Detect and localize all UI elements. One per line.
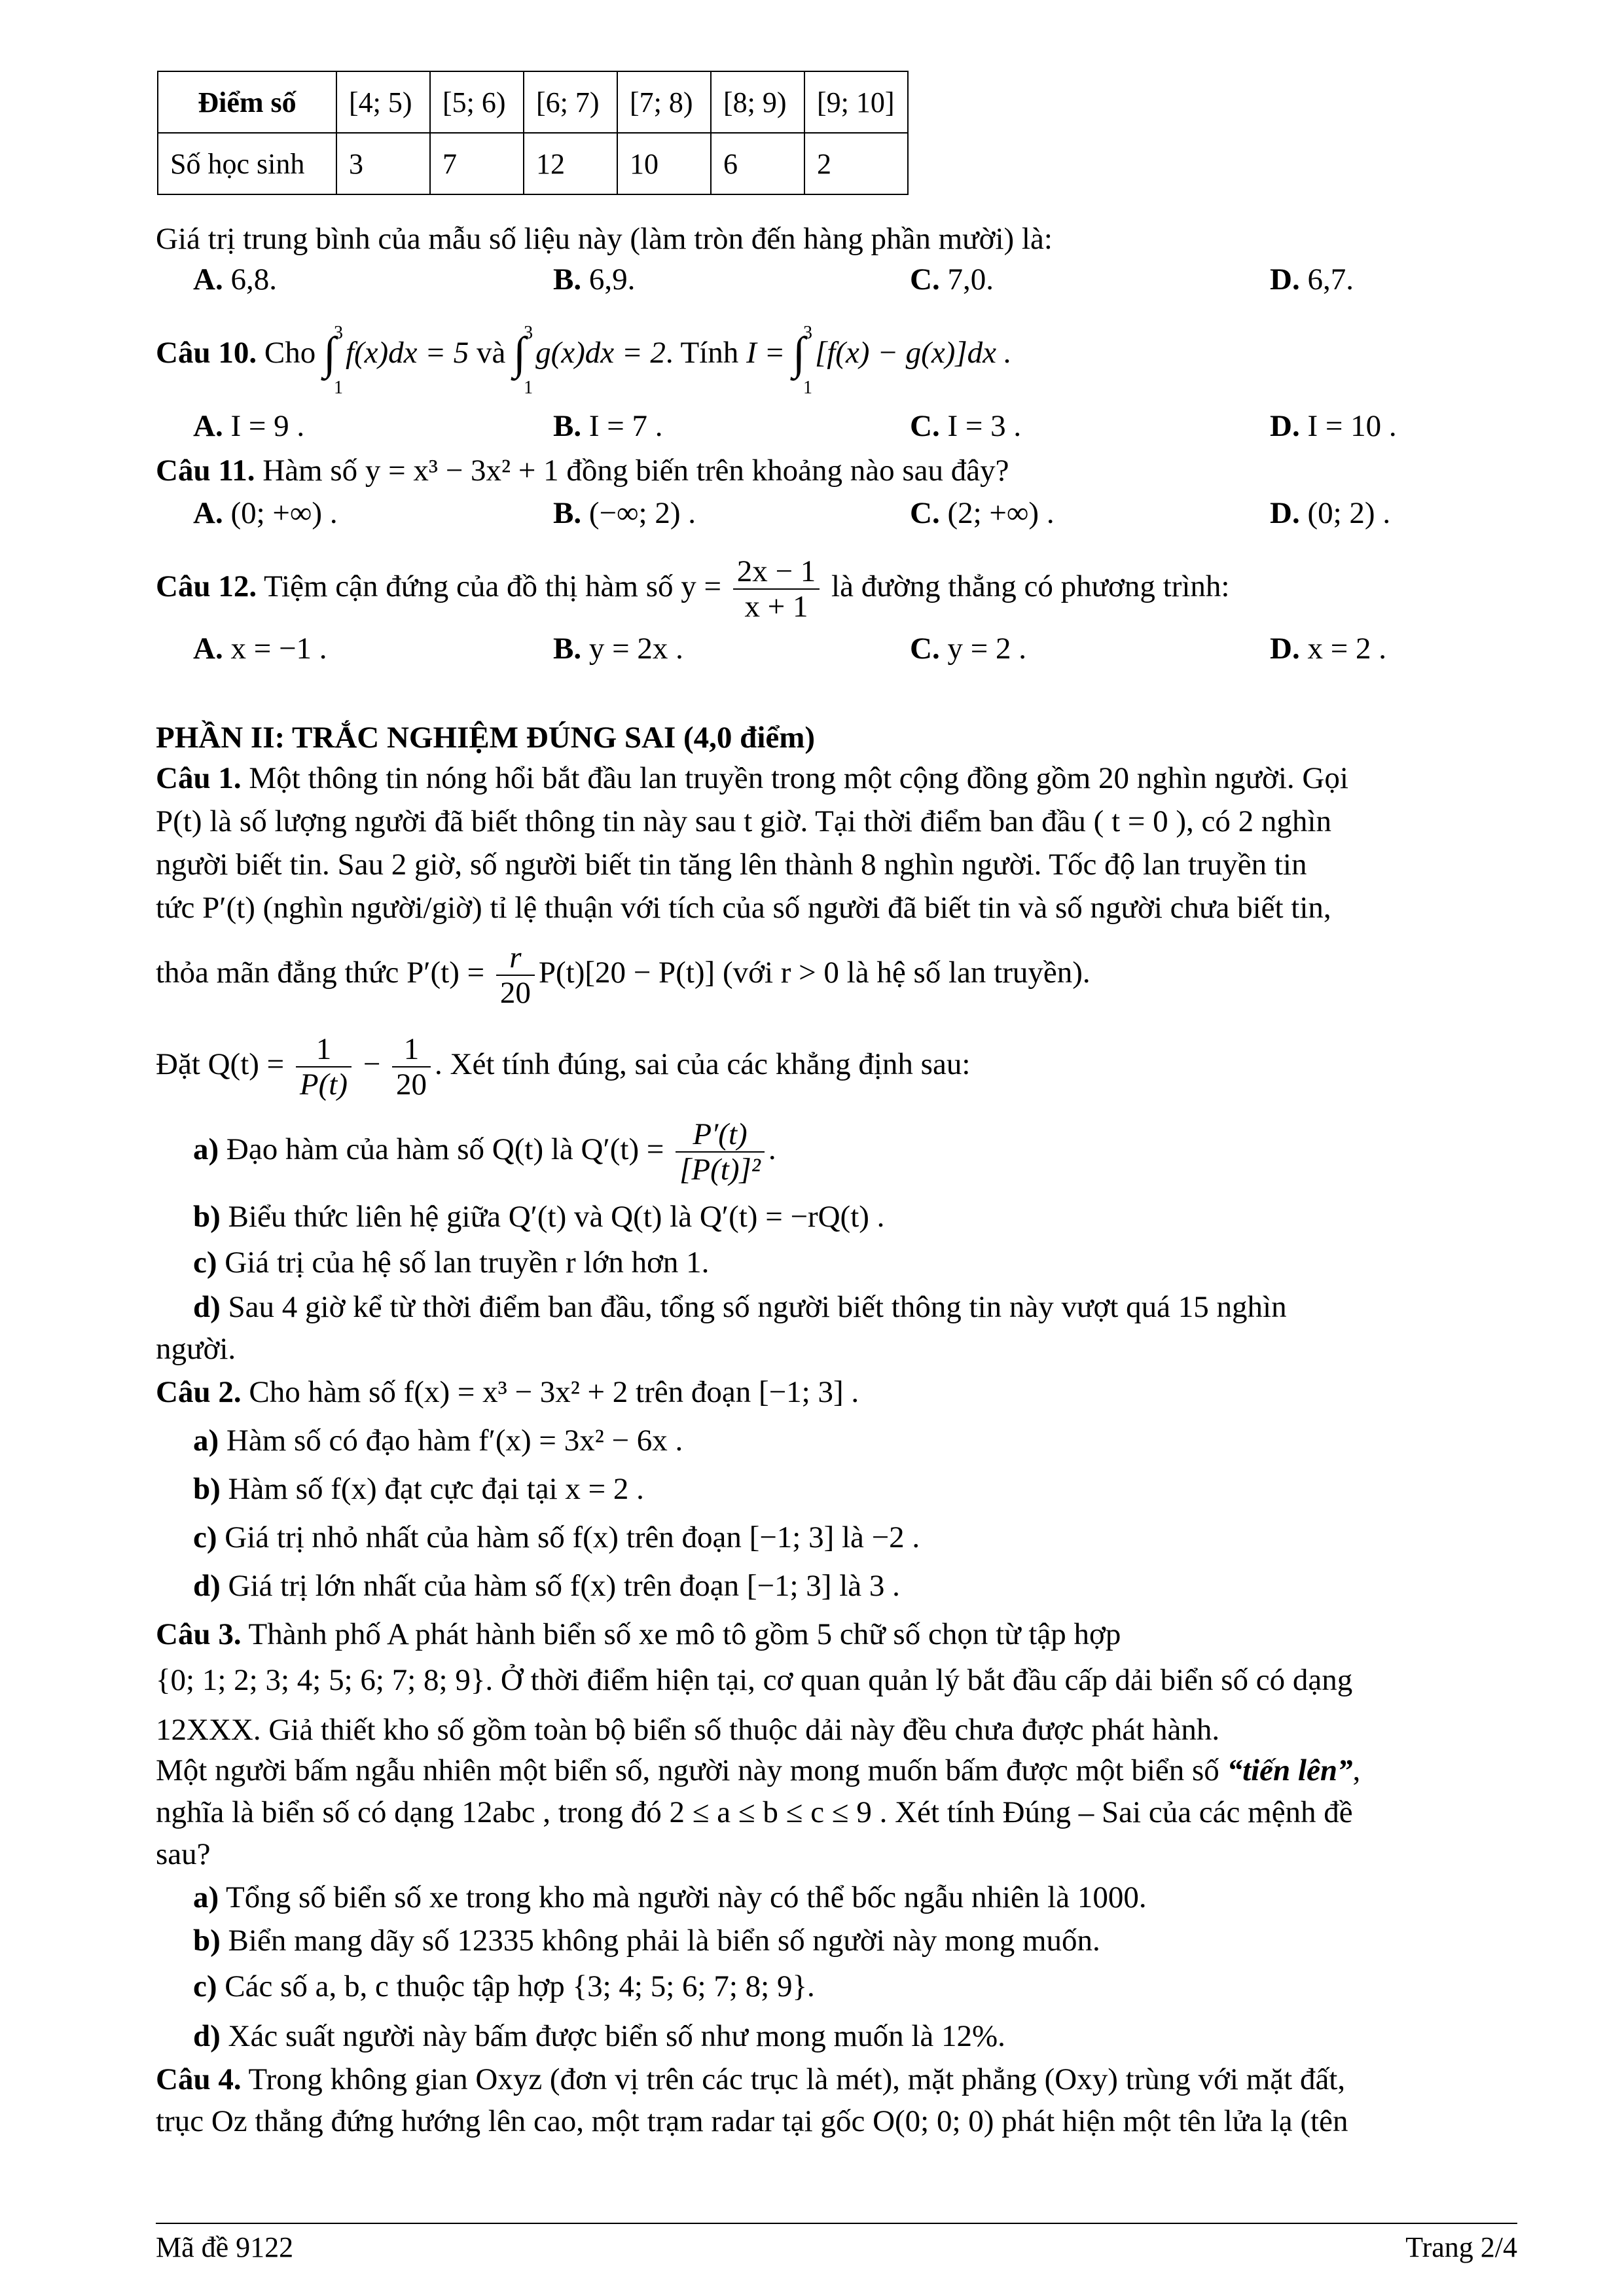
q12-option-b: B. y = 2x . xyxy=(553,632,683,666)
q12-option-c: C. y = 2 . xyxy=(910,632,1026,666)
part2-c1-line: người biết tin. Sau 2 giờ, số người biết tin tăng lên thành 8 nghìn người. Tốc độ lan truyền tin xyxy=(156,848,1307,882)
part2-c3-statement-d: d) Xác suất người này bấm được biển số như mong muốn là 12%. xyxy=(193,2019,1005,2053)
table-cell: [7; 8) xyxy=(617,71,711,133)
q11-option-c: C. (2; +∞) . xyxy=(910,496,1055,530)
table-row-label: Số học sinh xyxy=(158,133,336,194)
q12-option-a: A. x = −1 . xyxy=(193,632,327,666)
q11-option-a: A. (0; +∞) . xyxy=(193,496,338,530)
table-cell: 2 xyxy=(804,133,908,194)
part2-c2-statement-b: b) Hàm số f(x) đạt cực đại tại x = 2 . xyxy=(193,1472,644,1506)
table-cell: 3 xyxy=(336,133,430,194)
page-number: Trang 2/4 xyxy=(1405,2231,1517,2263)
part2-c3-line: Một người bấm ngẫu nhiên một biển số, người này mong muốn bấm được một biển số “tiến lên”, xyxy=(156,1753,1361,1787)
table-cell: 10 xyxy=(617,133,711,194)
q10-text: Cho xyxy=(257,336,323,370)
q10-option-b: B. I = 7 . xyxy=(553,409,663,443)
part2-c1-line: tức P′(t) (nghìn người/giờ) tỉ lệ thuận với tích của số người đã biết tin và số người chưa biết tin, xyxy=(156,891,1331,925)
part2-c3-line: nghĩa là biển số có dạng 12abc , trong đó 2 ≤ a ≤ b ≤ c ≤ 9 . Xét tính Đúng – Sai của các mệnh đề xyxy=(156,1795,1353,1829)
table-cell: [4; 5) xyxy=(336,71,430,133)
table-cell: 12 xyxy=(524,133,617,194)
part2-c1-statement-d: d) Sau 4 giờ kể từ thời điểm ban đầu, tổng số người biết thông tin này vượt quá 15 nghìn xyxy=(193,1290,1287,1324)
q11-text: Hàm số y = x³ − 3x² + 1 đồng biến trên khoảng nào sau đây? xyxy=(255,454,1009,488)
score-table xyxy=(157,71,909,195)
table-row xyxy=(158,71,908,133)
question-label: Câu 10. xyxy=(156,336,257,370)
part2-c1-statement-b: b) Biểu thức liên hệ giữa Q′(t) và Q(t) là Q′(t) = −rQ(t) . xyxy=(193,1200,885,1234)
part2-c3-line: {0; 1; 2; 3; 4; 5; 6; 7; 8; 9}. Ở thời điểm hiện tại, cơ quan quản lý bắt đầu cấp dải biển số có dạng xyxy=(156,1663,1353,1697)
q10-integral-f: f(x)dx = 5 xyxy=(345,336,469,370)
part2-c2-statement-c: c) Giá trị nhỏ nhất của hàm số f(x) trên đoạn [−1; 3] là −2 . xyxy=(193,1520,920,1554)
question-label: Câu 1. xyxy=(156,761,242,795)
q12-text-end: là đường thẳng có phương trình: xyxy=(823,569,1230,603)
q10-option-a: A. I = 9 . xyxy=(193,409,305,443)
fraction-dq: $\frac{P'(t)}{\text{[P(t)]²}}$ xyxy=(676,1117,765,1187)
table-cell: [6; 7) xyxy=(524,71,617,133)
q11-option-b: B. (−∞; 2) . xyxy=(553,496,696,530)
q12-option-d: D. x = 2 . xyxy=(1270,632,1386,666)
fraction-1-20: $\frac{1}{20}$ xyxy=(392,1032,431,1102)
part2-c3-statement-b: b) Biển mang dãy số 12335 không phải là biển số người này mong muốn. xyxy=(193,1924,1100,1958)
q10-and: và xyxy=(469,336,514,370)
q10-integral-i: I = xyxy=(746,336,793,370)
part2-c3-statement-c: c) Các số a, b, c thuộc tập hợp {3; 4; 5; 6; 7; 8; 9}. xyxy=(193,1969,815,2003)
q12-text: Tiệm cận đứng của đồ thị hàm số y = xyxy=(257,569,729,603)
exam-code: Mã đề 9122 xyxy=(156,2231,294,2263)
q9-option-d: D. 6,7. xyxy=(1270,262,1354,296)
q9-option-c: C. 7,0. xyxy=(910,262,994,296)
q12-question xyxy=(156,550,1229,624)
footer-divider xyxy=(156,2223,1517,2224)
part2-c4-line: Câu 4. Trong không gian Oxyz (đơn vị trên các trục là mét), mặt phẳng (Oxy) trùng với mặt đất, xyxy=(156,2062,1346,2096)
question-label: Câu 3. xyxy=(156,1617,242,1651)
q10-option-c: C. I = 3 . xyxy=(910,409,1022,443)
integral-sign-icon: ∫ 3 1 xyxy=(513,323,533,399)
q11-option-d: D. (0; 2) . xyxy=(1270,496,1391,530)
part2-title: PHẦN II: TRẮC NGHIỆM ĐÚNG SAI (4,0 điểm) xyxy=(156,721,816,755)
part2-c1-statement-d-cont: người. xyxy=(156,1332,236,1366)
question-label: Câu 2. xyxy=(156,1375,242,1409)
question-label: Câu 4. xyxy=(156,2062,242,2096)
part2-c2-line: Câu 2. Cho hàm số f(x) = x³ − 3x² + 2 trên đoạn [−1; 3] . xyxy=(156,1375,859,1409)
part2-c1-line: P(t) là số lượng người đã biết thông tin này sau t giờ. Tại thời điểm ban đầu ( t = 0 ), có 2 nghìn xyxy=(156,804,1331,838)
q10-integral-g: g(x)dx = 2 xyxy=(535,336,666,370)
table-cell: 7 xyxy=(430,133,524,194)
question-label: Câu 12. xyxy=(156,569,257,603)
q10-compute: . Tính xyxy=(665,336,747,370)
part2-c3-line: sau? xyxy=(156,1837,211,1871)
q12-fraction: $\frac{2x - 1}{x + 1}$ xyxy=(733,554,820,624)
q9-text: Giá trị trung bình của mẫu số liệu này (làm tròn đến hàng phần mười) là: xyxy=(156,222,1053,256)
table-cell: [8; 9) xyxy=(711,71,804,133)
part2-c3-statement-a: a) Tổng số biển số xe trong kho mà người này có thể bốc ngẫu nhiên là 1000. xyxy=(193,1880,1147,1914)
part2-c2-statement-a: a) Hàm số có đạo hàm f′(x) = 3x² − 6x . xyxy=(193,1424,683,1458)
part2-c1-statement-c: c) Giá trị của hệ số lan truyền r lớn hơn 1. xyxy=(193,1246,710,1280)
part2-c1-statement-a: a) Đạo hàm của hàm số Q(t) là Q′(t) = $\frac{P'(t)}{\text{[P(t)]²}}$ . xyxy=(193,1117,776,1187)
fraction-r-20: $\frac{r}{20}$ xyxy=(496,941,535,1010)
part2-c4-line: trục Oz thẳng đứng hướng lên cao, một trạm radar tại gốc O(0; 0; 0) phát hiện một tên lửa lạ (tên xyxy=(156,2104,1348,2138)
table-row xyxy=(158,133,908,194)
part2-c2-statement-d: d) Giá trị lớn nhất của hàm số f(x) trên đoạn [−1; 3] là 3 . xyxy=(193,1569,900,1603)
table-cell: [5; 6) xyxy=(430,71,524,133)
q10-integral-i-body: [f(x) − g(x)]dx . xyxy=(814,336,1012,370)
part2-c3-line: 12XXX. Giả thiết kho số gồm toàn bộ biển số thuộc dải này đều chưa được phát hành. xyxy=(156,1713,1220,1747)
table-header-label: Điểm số xyxy=(158,71,336,133)
part2-c3-line: Câu 3. Thành phố A phát hành biển số xe mô tô gồm 5 chữ số chọn từ tập hợp xyxy=(156,1617,1121,1651)
integral-sign-icon: ∫ 3 1 xyxy=(323,323,343,399)
table-cell: [9; 10] xyxy=(804,71,908,133)
part2-c1-define-q: Đặt Q(t) = $\frac{1}{P(t)}$ − $\frac{1}{20}$ . Xét tính đúng, sai của các khẳng định sau: xyxy=(156,1032,971,1102)
q9-option-b: B. 6,9. xyxy=(553,262,636,296)
question-label: Câu 11. xyxy=(156,454,255,488)
part2-c1-line: Câu 1. Một thông tin nóng hổi bắt đầu lan truyền trong một cộng đồng gồm 20 nghìn người. Gọi xyxy=(156,761,1348,795)
q9-option-a: A. 6,8. xyxy=(193,262,277,296)
q11-question xyxy=(156,452,1009,490)
fraction-1-pt: $\frac{1}{P(t)}$ xyxy=(296,1032,352,1102)
q10-option-d: D. I = 10 . xyxy=(1270,409,1397,443)
table-cell: 6 xyxy=(711,133,804,194)
q10-question xyxy=(156,323,1012,399)
integral-sign-icon: ∫ 3 1 xyxy=(792,323,812,399)
part2-c1-formula: thỏa mãn đẳng thức P′(t) = $\frac{r}{20}$ P(t)[20 − P(t)] (với r > 0 là hệ số lan truyền). xyxy=(156,941,1091,1011)
